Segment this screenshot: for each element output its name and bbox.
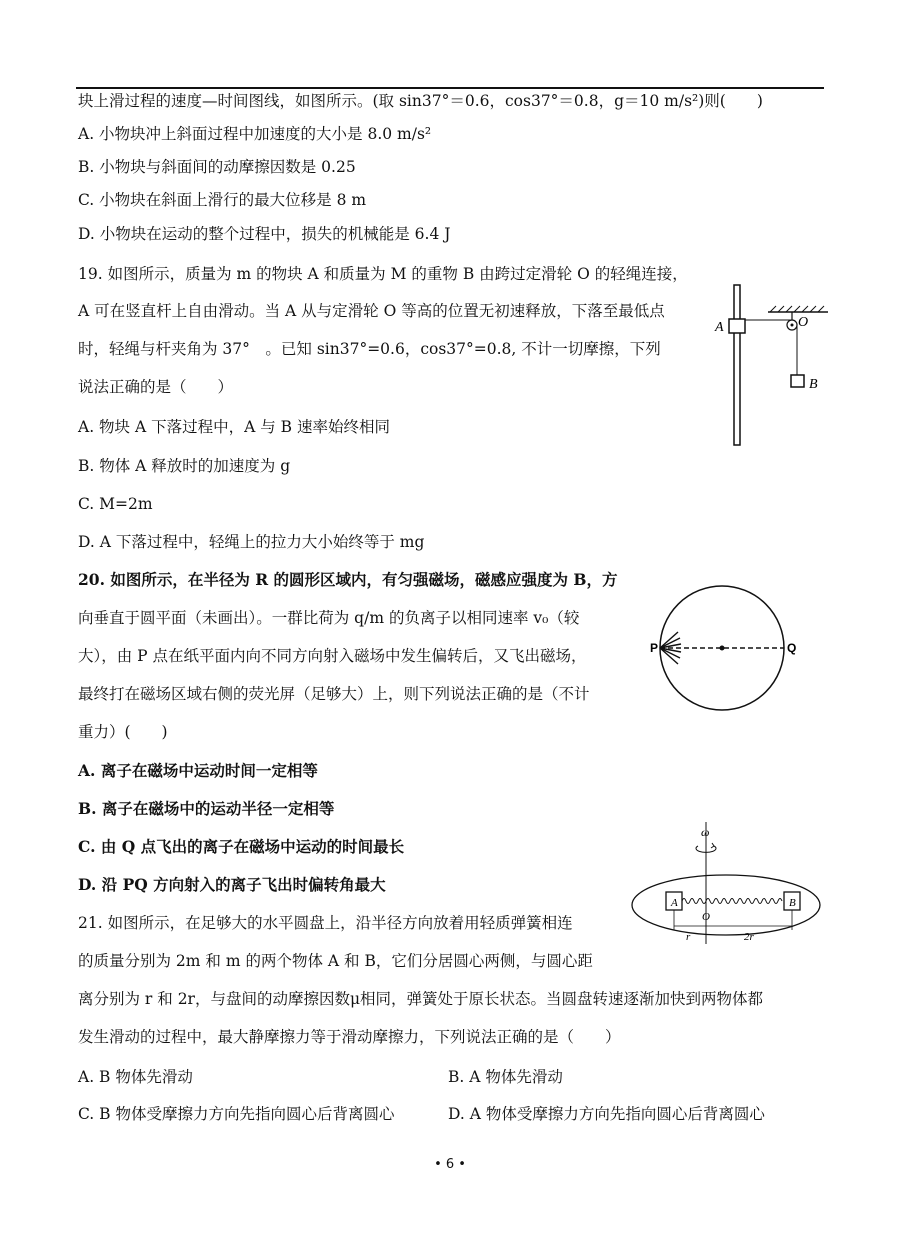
q18-option-d: D. 小物块在运动的整个过程中，损失的机械能是 6.4 J xyxy=(78,225,451,243)
label-o: O xyxy=(798,315,809,330)
label-a: A xyxy=(671,897,678,909)
block-b xyxy=(791,375,804,387)
label-q: Q xyxy=(787,641,797,655)
q18-option-b: B. 小物块与斜面间的动摩擦因数是 0.25 xyxy=(78,158,356,176)
q19-option-c: C. M=2m xyxy=(78,495,153,513)
q21-option-b: B. A 物体先滑动 xyxy=(448,1068,563,1086)
q21-option-c: C. B 物体受摩擦力方向先指向圆心后背离圆心 xyxy=(78,1105,395,1123)
q18-option-a: A. 小物块冲上斜面过程中加速度的大小是 8.0 m/s² xyxy=(78,125,432,143)
q21-stem-line-2: 的质量分别为 2m 和 m 的两个物体 A 和 B，它们分居圆心两侧，与圆心距 xyxy=(78,952,593,970)
q19-stem-line-3: 时，轻绳与杆夹角为 37° 。已知 sin37°=0.6，cos37°=0.8, 不计一切摩擦，下列 xyxy=(78,340,661,358)
label-omega: ω xyxy=(701,825,710,839)
rotation-arrowhead xyxy=(711,843,714,848)
q20-option-b: B. 离子在磁场中的运动半径一定相等 xyxy=(78,799,335,818)
q21-option-d: D. A 物体受摩擦力方向先指向圆心后背离圆心 xyxy=(448,1105,765,1123)
q18-option-c: C. 小物块在斜面上滑行的最大位移是 8 m xyxy=(78,191,367,209)
q20-stem-line-3: 大），由 P 点在纸平面内向不同方向射入磁场中发生偏转后，又飞出磁场， xyxy=(78,647,587,665)
label-p: P xyxy=(650,641,659,655)
q20-magnetic-field-figure xyxy=(650,578,800,718)
ceiling-hatching xyxy=(770,306,824,312)
q19-stem-line-1: 19. 如图所示，质量为 m 的物块 A 和质量为 M 的重物 B 由跨过定滑轮 O 的轻绳连接， xyxy=(78,265,688,283)
q19-option-a: A. 物块 A 下落过程中，A 与 B 速率始终相同 xyxy=(78,418,390,436)
q20-option-d: D. 沿 PQ 方向射入的离子飞出时偏转角最大 xyxy=(78,875,386,894)
page-number: • 6 • xyxy=(434,1157,466,1172)
q19-stem-line-2: A 可在竖直杆上自由滑动。当 A 从与定滑轮 O 等高的位置无初速释放，下落至最低点 xyxy=(78,302,665,320)
vertical-rod xyxy=(734,285,740,445)
q18-stem: 块上滑过程的速度—时间图线，如图所示。(取 sin37°＝0.6，cos37°＝0.8，g＝10 m/s²)则( ) xyxy=(78,92,763,110)
q21-stem-line-3: 离分别为 r 和 2r，与盘间的动摩擦因数μ相同，弹簧处于原长状态。当圆盘转速逐渐加快到两物体都 xyxy=(78,990,764,1008)
pulley-axle xyxy=(791,324,794,327)
q19-option-b: B. 物体 A 释放时的加速度为 g xyxy=(78,457,291,475)
q20-stem-line-4: 最终打在磁场区域右侧的荧光屏（足够大）上，则下列说法正确的是（不计 xyxy=(78,685,590,703)
q20-stem-line-1: 20. 如图所示，在半径为 R 的圆形区域内，有匀强磁场，磁感应强度为 B，方 xyxy=(78,570,618,589)
block-a xyxy=(729,319,745,333)
circle-center xyxy=(720,646,725,651)
label-r: r xyxy=(686,931,691,943)
q20-option-c: C. 由 Q 点飞出的离子在磁场中运动的时间最长 xyxy=(78,837,405,856)
label-b: B xyxy=(789,897,796,909)
q21-option-a: A. B 物体先滑动 xyxy=(78,1068,193,1086)
spring xyxy=(682,899,782,904)
label-b: B xyxy=(809,377,818,392)
q21-stem-line-4: 发生滑动的过程中，最大静摩擦力等于滑动摩擦力，下列说法正确的是（ ） xyxy=(78,1028,621,1046)
q19-pulley-figure xyxy=(712,280,832,450)
q21-rotating-disk-figure xyxy=(626,812,826,952)
q20-stem-line-2: 向垂直于圆平面（未画出）。一群比荷为 q/m 的负离子以相同速率 v₀（较 xyxy=(78,609,580,627)
top-rule xyxy=(76,87,824,89)
q20-stem-line-5: 重力）( ) xyxy=(78,723,168,741)
label-a: A xyxy=(715,320,724,335)
q19-option-d: D. A 下落过程中，轻绳上的拉力大小始终等于 mg xyxy=(78,533,425,551)
q21-stem-line-1: 21. 如图所示，在足够大的水平圆盘上，沿半径方向放着用轻质弹簧相连 xyxy=(78,914,573,932)
q19-stem-line-4: 说法正确的是（ ） xyxy=(78,378,234,396)
label-o: O xyxy=(702,911,710,923)
label-2r: 2r xyxy=(744,931,754,943)
q20-option-a: A. 离子在磁场中运动时间一定相等 xyxy=(78,761,318,780)
